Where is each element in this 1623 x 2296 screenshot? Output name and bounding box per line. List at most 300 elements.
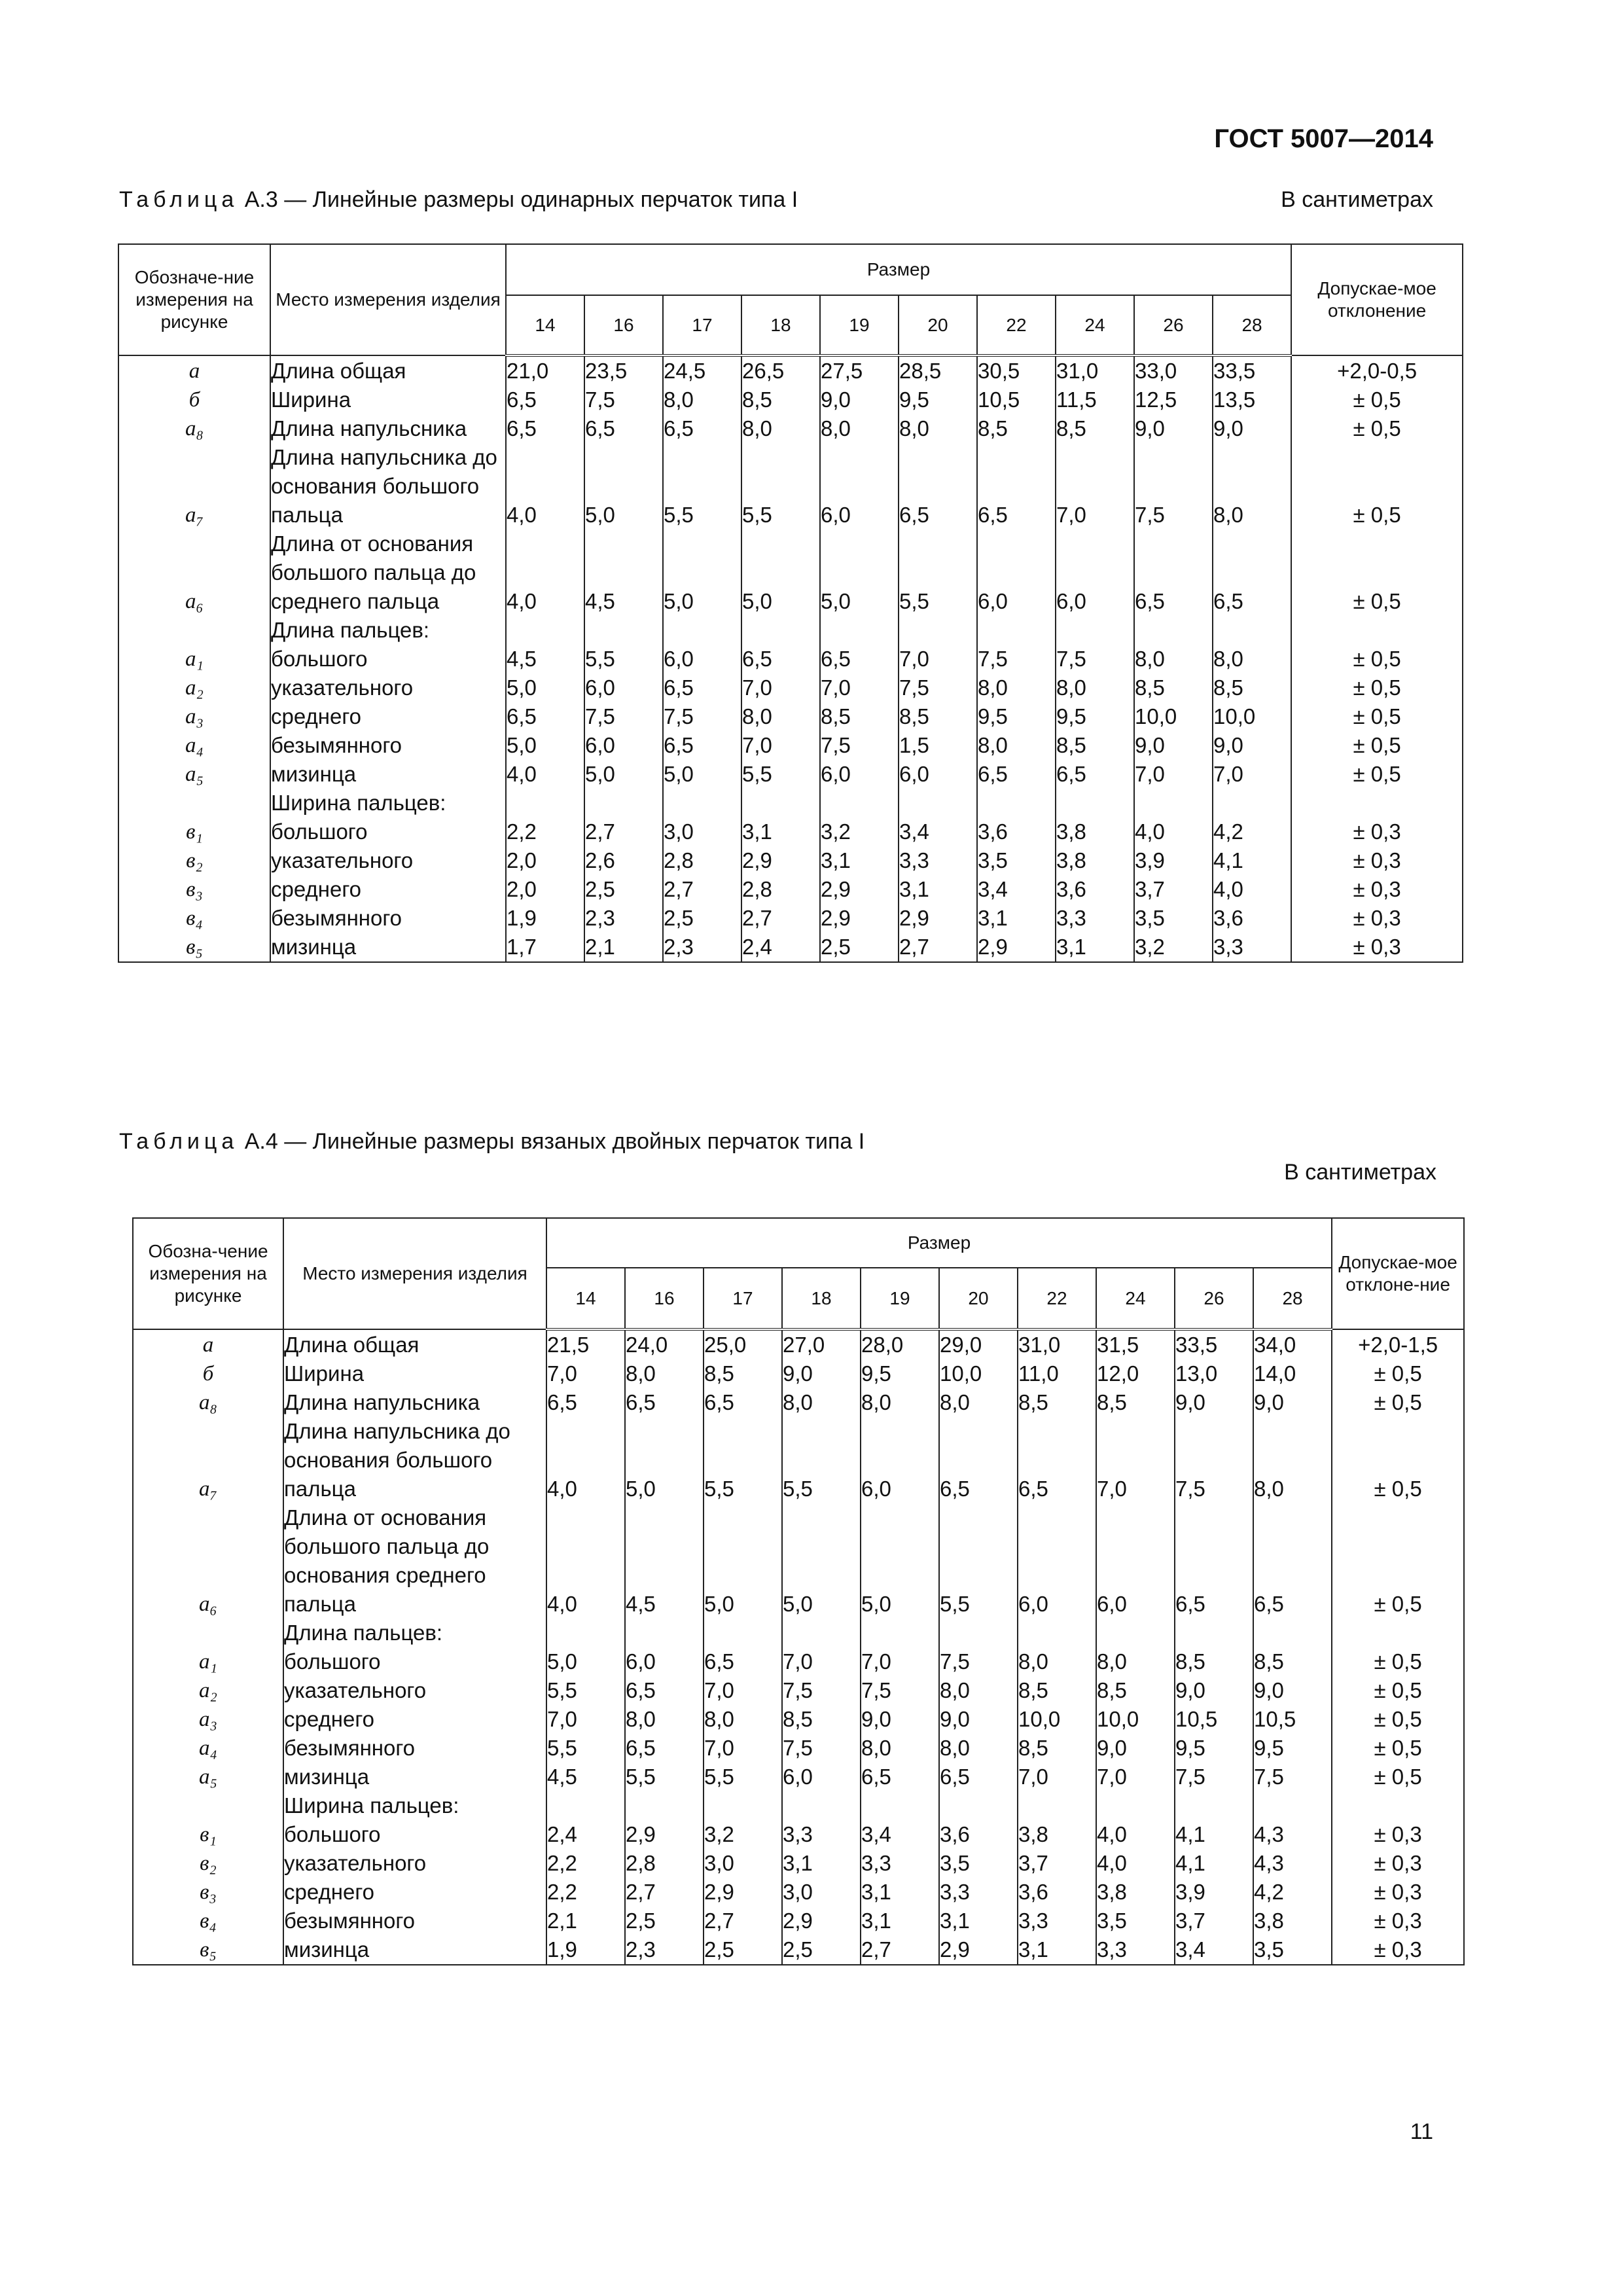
tolerance-cell [1291,616,1463,645]
table-row [133,1676,1464,1705]
measurement-place: большого [283,1647,546,1676]
size-value-cell: 7,0 [704,1734,782,1763]
size-value-cell: 6,0 [899,760,977,789]
page-number: 11 [1410,2119,1433,2144]
table4-header-symbol: Обозна-чение измерения на рисунке [133,1218,283,1329]
tolerance-cell: ± 0,5 [1332,1734,1464,1763]
size-value-cell: 12,5 [1134,386,1213,414]
size-value-cell: 3,7 [1175,1907,1253,1935]
table3-header-place: Место измерения изделия [270,244,506,355]
size-value-cell: 6,5 [861,1763,939,1791]
measurement-place: Ширина [270,386,506,414]
measurement-symbol: а₃ [133,1705,283,1734]
size-value-cell: 3,8 [1018,1820,1096,1849]
size-value-cell: 7,5 [1134,443,1213,529]
size-value-cell: 8,0 [741,414,820,443]
tolerance-cell: ± 0,5 [1291,414,1463,443]
size-value-cell: 4,5 [625,1503,704,1619]
size-value-cell: 10,0 [1213,702,1291,731]
size-value-cell: 6,0 [1096,1503,1175,1619]
size-value-cell: 2,9 [899,904,977,933]
table-row [133,1417,1464,1503]
size-value-cell: 6,5 [663,731,741,760]
tolerance-cell: ± 0,3 [1332,1907,1464,1935]
size-value-cell: 31,0 [1018,1329,1096,1359]
table3-caption [119,187,798,213]
size-value-cell: 8,5 [1018,1734,1096,1763]
size-value-cell: 7,0 [1213,760,1291,789]
size-value-cell: 6,0 [820,760,899,789]
measurement-place: мизинца [270,760,506,789]
size-value-cell: 3,5 [1253,1935,1332,1965]
size-value-cell: 33,5 [1213,355,1291,386]
size-value-cell: 7,0 [1018,1763,1096,1791]
size-value-cell: 6,5 [899,443,977,529]
size-value-cell: 7,5 [782,1676,861,1705]
size-value-cell: 12,0 [1096,1359,1175,1388]
table-row [133,1705,1464,1734]
size-value-cell: 3,1 [861,1907,939,1935]
size-value-cell: 27,5 [820,355,899,386]
tolerance-cell: ± 0,3 [1291,817,1463,846]
size-value-cell: 1,7 [506,933,584,962]
size-value-cell: 9,0 [782,1359,861,1388]
table-row [133,1820,1464,1849]
size-value-cell: 5,5 [704,1763,782,1791]
size-value-cell [782,1791,861,1820]
size-value-cell: 25,0 [704,1329,782,1359]
size-value-cell: 6,5 [939,1763,1018,1791]
size-value-cell: 5,5 [741,760,820,789]
size-value-cell: 21,0 [506,355,584,386]
table-row [118,529,1463,616]
measurement-symbol: а₂ [133,1676,283,1705]
size-value-cell [899,616,977,645]
table3-caption-word: Таблица [119,187,239,212]
size-value-cell: 9,5 [977,702,1056,731]
size-value-cell: 5,0 [625,1417,704,1503]
size-value-cell: 31,0 [1056,355,1134,386]
size-value-cell: 3,2 [820,817,899,846]
measurement-symbol: а₂ [118,673,270,702]
size-value-cell: 5,0 [704,1503,782,1619]
table-row [118,673,1463,702]
size-value-cell: 3,3 [1018,1907,1096,1935]
measurement-symbol: в₅ [118,933,270,962]
size-value-cell: 9,5 [1056,702,1134,731]
size-value-cell: 5,0 [820,529,899,616]
size-value-cell: 2,4 [741,933,820,962]
table3-units: В сантиметрах [1281,187,1433,212]
size-value-cell: 2,6 [584,846,663,875]
size-value-cell: 4,0 [506,443,584,529]
tolerance-cell: ± 0,5 [1291,702,1463,731]
table-row [118,846,1463,875]
measurement-place: Длина напульсника [283,1388,546,1417]
size-value-cell: 3,6 [1056,875,1134,904]
table4-size-cell: 26 [1175,1268,1253,1329]
size-value-cell: 2,5 [625,1907,704,1935]
size-value-cell: 2,9 [704,1878,782,1907]
size-value-cell [625,1619,704,1647]
size-value-cell: 5,5 [663,443,741,529]
size-value-cell: 8,0 [820,414,899,443]
size-value-cell: 9,0 [861,1705,939,1734]
size-value-cell [741,789,820,817]
tolerance-cell: ± 0,5 [1332,1503,1464,1619]
measurement-symbol: а₁ [118,645,270,673]
size-value-cell: 8,5 [820,702,899,731]
measurement-symbol: в₂ [118,846,270,875]
size-value-cell [1213,789,1291,817]
size-value-cell: 11,5 [1056,386,1134,414]
size-value-cell: 9,0 [1253,1388,1332,1417]
size-value-cell: 24,5 [663,355,741,386]
measurement-place: Длина пальцев: [283,1619,546,1647]
tolerance-cell: ± 0,5 [1291,645,1463,673]
size-value-cell: 4,5 [584,529,663,616]
size-value-cell: 7,0 [741,673,820,702]
measurement-place: безымянного [270,731,506,760]
size-value-cell: 6,5 [704,1647,782,1676]
size-value-cell: 7,5 [1175,1763,1253,1791]
size-value-cell [1134,616,1213,645]
measurement-place: Длина от основания большого пальца до основания среднего пальца [283,1503,546,1619]
table-row [118,645,1463,673]
measurement-place: Длина напульсника до основания большого пальца [283,1417,546,1503]
tolerance-cell: ± 0,5 [1332,1705,1464,1734]
measurement-place: указательного [283,1676,546,1705]
size-value-cell: 5,0 [584,443,663,529]
measurement-symbol: а₅ [133,1763,283,1791]
table4-size-cell: 28 [1253,1268,1332,1329]
tolerance-cell: ± 0,5 [1332,1359,1464,1388]
size-value-cell: 9,0 [1213,414,1291,443]
measurement-symbol: а₁ [133,1647,283,1676]
size-value-cell: 33,5 [1175,1329,1253,1359]
measurement-symbol [118,616,270,645]
size-value-cell: 8,5 [1253,1647,1332,1676]
standard-code: ГОСТ 5007—2014 [1214,124,1433,153]
size-value-cell: 9,5 [1253,1734,1332,1763]
table-row [133,1763,1464,1791]
size-value-cell: 9,0 [1253,1676,1332,1705]
tolerance-cell: ± 0,3 [1291,904,1463,933]
size-value-cell: 2,3 [663,933,741,962]
tolerance-cell [1332,1791,1464,1820]
table3-size-cell: 17 [663,295,741,355]
size-value-cell: 5,0 [663,760,741,789]
size-value-cell: 5,5 [899,529,977,616]
size-value-cell: 8,0 [1056,673,1134,702]
size-value-cell: 4,2 [1253,1878,1332,1907]
size-value-cell: 2,8 [741,875,820,904]
measurement-place: большого [270,645,506,673]
size-value-cell: 4,3 [1253,1849,1332,1878]
size-value-cell: 2,8 [663,846,741,875]
size-value-cell: 3,1 [741,817,820,846]
measurement-place: Ширина пальцев: [283,1791,546,1820]
size-value-cell: 3,1 [899,875,977,904]
size-value-cell: 9,5 [861,1359,939,1388]
size-value-cell: 5,0 [546,1647,625,1676]
measurement-symbol: а₈ [118,414,270,443]
size-value-cell: 4,0 [1096,1849,1175,1878]
table4-caption-word: Таблица [119,1129,239,1154]
table3-header-tolerance: Допускае-мое отклонение [1291,244,1463,355]
size-value-cell: 13,5 [1213,386,1291,414]
size-value-cell: 6,0 [820,443,899,529]
size-value-cell: 6,0 [584,673,663,702]
size-value-cell: 10,5 [1175,1705,1253,1734]
size-value-cell: 2,9 [939,1935,1018,1965]
table3-size-cell: 16 [584,295,663,355]
measurement-symbol [118,789,270,817]
size-value-cell: 29,0 [939,1329,1018,1359]
size-value-cell: 4,5 [506,645,584,673]
tolerance-cell: +2,0-1,5 [1332,1329,1464,1359]
size-value-cell: 3,8 [1056,846,1134,875]
size-value-cell: 2,0 [506,846,584,875]
size-value-cell: 2,2 [506,817,584,846]
size-value-cell: 3,5 [939,1849,1018,1878]
table-row [133,1734,1464,1763]
table4-size-cell: 24 [1096,1268,1175,1329]
size-value-cell: 3,3 [1096,1935,1175,1965]
table4-header-size: Размер [546,1218,1332,1268]
size-value-cell [584,789,663,817]
size-value-cell: 9,5 [899,386,977,414]
size-value-cell: 6,5 [546,1388,625,1417]
measurement-symbol: в₃ [118,875,270,904]
size-value-cell: 9,0 [1213,731,1291,760]
size-value-cell: 3,6 [939,1820,1018,1849]
size-value-cell: 6,5 [584,414,663,443]
size-value-cell: 6,0 [625,1647,704,1676]
size-value-cell: 6,5 [820,645,899,673]
size-value-cell [1056,789,1134,817]
table4-caption-text: А.4 — Линейные размеры вязаных двойных перчаток типа I [238,1129,865,1154]
size-value-cell: 8,5 [1096,1676,1175,1705]
table4-size-cell: 17 [704,1268,782,1329]
size-value-cell: 5,0 [861,1503,939,1619]
measurement-symbol: а₇ [118,443,270,529]
measurement-symbol: а₅ [118,760,270,789]
table3-size-cell: 22 [977,295,1056,355]
size-value-cell: 8,0 [625,1705,704,1734]
table-row [118,875,1463,904]
size-value-cell: 8,0 [899,414,977,443]
measurement-symbol: а₄ [133,1734,283,1763]
tolerance-cell: ± 0,3 [1291,875,1463,904]
size-value-cell: 7,0 [782,1647,861,1676]
size-value-cell [1175,1791,1253,1820]
size-value-cell: 8,0 [741,702,820,731]
size-value-cell: 28,0 [861,1329,939,1359]
size-value-cell: 5,5 [704,1417,782,1503]
size-value-cell: 7,0 [1096,1763,1175,1791]
measurement-symbol: а₆ [133,1503,283,1619]
measurement-symbol: в₂ [133,1849,283,1878]
size-value-cell: 3,3 [899,846,977,875]
table4-size-cell: 20 [939,1268,1018,1329]
size-value-cell: 4,1 [1213,846,1291,875]
size-value-cell: 5,5 [625,1763,704,1791]
size-value-cell: 4,5 [546,1763,625,1791]
table3-size-cell: 28 [1213,295,1291,355]
size-value-cell: 3,6 [1018,1878,1096,1907]
measurement-symbol: в₁ [133,1820,283,1849]
size-value-cell: 2,5 [663,904,741,933]
measurement-place: большого [283,1820,546,1849]
size-value-cell: 7,5 [782,1734,861,1763]
size-value-cell: 5,0 [506,673,584,702]
measurement-symbol: а [118,355,270,386]
size-value-cell: 5,0 [741,529,820,616]
size-value-cell: 6,0 [663,645,741,673]
size-value-cell: 2,7 [704,1907,782,1935]
size-value-cell: 8,0 [782,1388,861,1417]
tolerance-cell: ± 0,5 [1291,443,1463,529]
size-value-cell: 3,2 [704,1820,782,1849]
size-value-cell: 8,0 [939,1676,1018,1705]
size-value-cell: 6,5 [704,1388,782,1417]
size-value-cell: 3,3 [861,1849,939,1878]
tolerance-cell [1291,789,1463,817]
table3-caption-text: А.3 — Линейные размеры одинарных перчаток типа I [238,187,798,212]
size-value-cell: 14,0 [1253,1359,1332,1388]
size-value-cell: 9,0 [1096,1734,1175,1763]
size-value-cell: 10,5 [977,386,1056,414]
size-value-cell: 8,0 [1213,443,1291,529]
table-row [118,731,1463,760]
size-value-cell: 7,5 [584,386,663,414]
size-value-cell: 2,5 [584,875,663,904]
table-row [133,1647,1464,1676]
size-value-cell: 9,0 [1175,1676,1253,1705]
size-value-cell: 5,5 [546,1676,625,1705]
table-row [118,702,1463,731]
size-value-cell [663,616,741,645]
size-value-cell: 4,1 [1175,1849,1253,1878]
size-value-cell: 11,0 [1018,1359,1096,1388]
size-value-cell: 8,5 [1134,673,1213,702]
size-value-cell: 3,8 [1253,1907,1332,1935]
measurement-place: среднего [283,1705,546,1734]
size-value-cell [584,616,663,645]
size-value-cell: 8,0 [1253,1417,1332,1503]
tolerance-cell: ± 0,5 [1291,673,1463,702]
measurement-symbol: в₄ [118,904,270,933]
size-value-cell: 2,7 [899,933,977,962]
table-row [118,616,1463,645]
size-value-cell: 3,0 [663,817,741,846]
size-value-cell: 5,5 [741,443,820,529]
size-value-cell: 3,0 [704,1849,782,1878]
size-value-cell: 8,0 [1213,645,1291,673]
size-value-cell: 2,3 [584,904,663,933]
size-value-cell: 6,0 [1018,1503,1096,1619]
size-value-cell: 28,5 [899,355,977,386]
size-value-cell: 8,0 [939,1734,1018,1763]
size-value-cell [546,1791,625,1820]
measurement-symbol: а₄ [118,731,270,760]
measurement-symbol: в₁ [118,817,270,846]
table3-header-symbol: Обозначе-ние измерения на рисунке [118,244,270,355]
size-value-cell: 2,7 [625,1878,704,1907]
measurement-symbol [133,1619,283,1647]
table-row [133,1388,1464,1417]
size-value-cell: 13,0 [1175,1359,1253,1388]
measurement-symbol: а₆ [118,529,270,616]
size-value-cell: 34,0 [1253,1329,1332,1359]
table-row [133,1329,1464,1359]
table-row [118,386,1463,414]
size-value-cell: 4,0 [1213,875,1291,904]
size-value-cell: 8,5 [1056,414,1134,443]
size-value-cell: 8,5 [899,702,977,731]
size-value-cell: 8,5 [1018,1388,1096,1417]
measurement-place: Длина общая [283,1329,546,1359]
table4-header [133,1218,1464,1329]
size-value-cell: 2,2 [546,1849,625,1878]
size-value-cell: 5,0 [506,731,584,760]
size-value-cell: 10,0 [1018,1705,1096,1734]
size-value-cell: 10,5 [1253,1705,1332,1734]
size-value-cell: 3,3 [939,1878,1018,1907]
size-value-cell: 2,5 [704,1935,782,1965]
size-value-cell: 7,0 [704,1676,782,1705]
measurement-place: безымянного [283,1734,546,1763]
table-row [133,1503,1464,1619]
size-value-cell: 3,7 [1018,1849,1096,1878]
size-value-cell: 6,5 [1253,1503,1332,1619]
size-value-cell: 3,1 [820,846,899,875]
size-value-cell: 7,5 [939,1647,1018,1676]
size-value-cell: 21,5 [546,1329,625,1359]
size-value-cell: 3,3 [1213,933,1291,962]
table3-size-cell: 19 [820,295,899,355]
size-value-cell: 8,5 [1018,1676,1096,1705]
size-value-cell: 3,4 [899,817,977,846]
measurement-place: среднего [283,1878,546,1907]
size-value-cell: 6,5 [663,673,741,702]
tolerance-cell: ± 0,5 [1332,1676,1464,1705]
size-value-cell: 7,0 [546,1705,625,1734]
table3-header-size: Размер [506,244,1291,295]
measurement-place: среднего [270,875,506,904]
size-value-cell: 2,4 [546,1820,625,1849]
size-value-cell: 10,0 [939,1359,1018,1388]
table-row [118,355,1463,386]
size-value-cell: 3,0 [782,1878,861,1907]
size-value-cell: 2,9 [977,933,1056,962]
tolerance-cell: ± 0,3 [1332,1878,1464,1907]
size-value-cell: 6,5 [506,386,584,414]
measurement-place: мизинца [283,1935,546,1965]
table3-header [118,244,1463,355]
measurement-place: Длина напульсника до основания большого пальца [270,443,506,529]
size-value-cell: 9,0 [1134,414,1213,443]
size-value-cell: 8,5 [782,1705,861,1734]
table-row [133,1907,1464,1935]
measurement-place: Длина напульсника [270,414,506,443]
size-value-cell: 7,5 [1056,645,1134,673]
size-value-cell: 3,2 [1134,933,1213,962]
size-value-cell [1056,616,1134,645]
table3-size-cell: 14 [506,295,584,355]
measurement-place: среднего [270,702,506,731]
